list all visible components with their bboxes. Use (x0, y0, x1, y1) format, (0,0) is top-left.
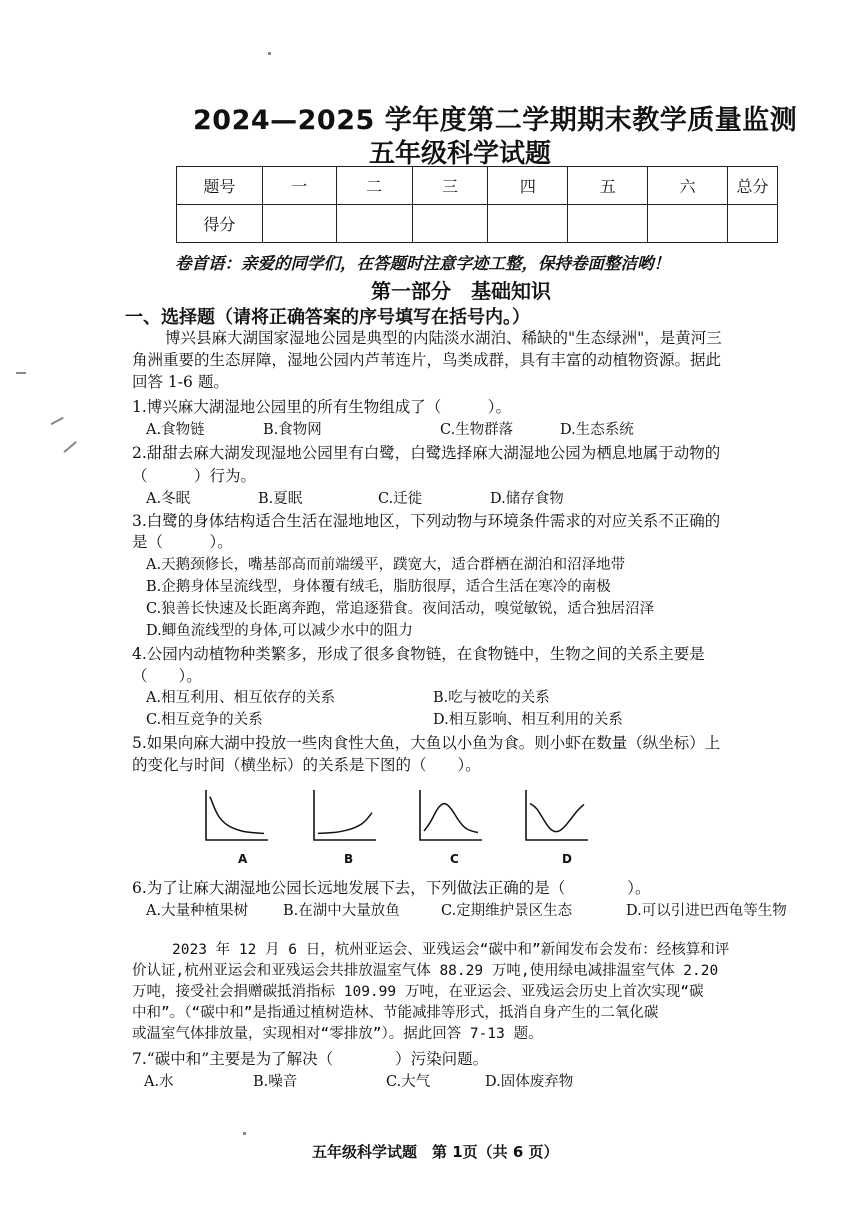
table-cell: 题号 (177, 167, 263, 205)
table-cell: 得分 (177, 205, 263, 243)
option-b[interactable]: B.夏眠 (258, 491, 303, 507)
passage-line: 万吨，接受社会捐赠碳抵消指标 109.99 万吨，在亚运会、亚残运会历史上首次实现“碳 (132, 984, 704, 1000)
option-d[interactable]: D.固体废弃物 (485, 1074, 574, 1090)
option-c[interactable]: C.生物群落 (440, 422, 514, 438)
motto: 卷首语：亲爱的同学们，在答题时注意字迹工整，保持卷面整洁哟！ (175, 254, 670, 273)
question-stem: 6.为了让麻大湖湿地公园长远地发展下去，下列做法正确的是（ ）。 (132, 879, 651, 897)
passage-line: 角洲重要的生态屏障，湿地公园内芦苇连片，鸟类成群，具有丰富的动植物资源。据此 (132, 351, 722, 369)
chart-d-axes (526, 790, 588, 840)
question-stem: 4.公园内动植物种类繁多，形成了很多食物链，在食物链中，生物之间的关系主要是 (132, 645, 705, 663)
chart-b-series-line (318, 813, 372, 834)
option-c[interactable]: C.迁徙 (378, 491, 423, 507)
scan-speck (268, 52, 271, 55)
question-stem: 3.白鹭的身体结构适合生活在湿地地区，下列动物与环境条件需求的对应关系不正确的 (132, 512, 721, 530)
option-b[interactable]: B.在湖中大量放鱼 (283, 903, 400, 919)
passage-line: 或温室气体排放量，实现相对“零排放”）。据此回答 7-13 题。 (132, 1026, 543, 1042)
question-stem: 5.如果向麻大湖中投放一些肉食性大鱼，大鱼以小鱼为食。则小虾在数量（纵坐标）上 (132, 734, 721, 752)
chart-a[interactable] (200, 786, 272, 846)
option-a[interactable]: A.相互利用、相互依存的关系 (146, 690, 336, 706)
score-input-cell[interactable] (488, 205, 568, 243)
exam-subtitle: 五年级科学试题 (369, 139, 552, 169)
chart-a-series-line (210, 797, 264, 834)
chart-d-label: D (562, 852, 572, 866)
chart-b[interactable] (308, 786, 380, 846)
table-cell: 总分 (728, 167, 778, 205)
question-stem: 2.甜甜去麻大湖发现湿地公园里有白鹭，白鹭选择麻大湖湿地公园为栖息地属于动物的 (132, 444, 721, 462)
score-input-cell[interactable] (262, 205, 336, 243)
exam-title: 2024—2025 学年度第二学期期末教学质量监测 (193, 105, 798, 136)
passage-line: 博兴县麻大湖国家湿地公园是典型的内陆淡水湖泊、稀缺的"生态绿洲"，是黄河三 (165, 329, 722, 347)
chart-d-series-line (530, 804, 584, 832)
score-input-cell[interactable] (336, 205, 412, 243)
option-a[interactable]: A.水 (144, 1074, 174, 1090)
passage-line: 中和”。（“碳中和”是指通过植树造林、节能减排等形式，抵消自身产生的二氧化碳 (132, 1005, 659, 1021)
option-b[interactable]: B.食物网 (263, 422, 322, 438)
question-stem-cont: 是（ ）。 (132, 533, 233, 551)
option-c[interactable]: C.大气 (386, 1074, 431, 1090)
passage-line: 回答 1-6 题。 (132, 373, 229, 391)
option-a[interactable]: A.冬眠 (146, 491, 191, 507)
option-d[interactable]: D.鲫鱼流线型的身体,可以减少水中的阻力 (146, 623, 413, 639)
score-input-cell[interactable] (412, 205, 488, 243)
option-b[interactable]: B.企鹅身体呈流线型，身体覆有绒毛，脂肪很厚，适合生活在寒冷的南极 (146, 579, 611, 595)
table-cell: 六 (648, 167, 728, 205)
score-input-cell[interactable] (728, 205, 778, 243)
option-a[interactable]: A.食物链 (146, 422, 205, 438)
chart-a-label: A (238, 852, 248, 866)
chart-b-label: B (344, 852, 354, 866)
passage-line: 价认证,杭州亚运会和亚残运会共排放温室气体 88.29 万吨,使用绿电减排温室气体 2.20 (132, 963, 719, 979)
scan-speck (16, 372, 26, 374)
option-c[interactable]: C.相互竞争的关系 (146, 712, 263, 728)
scan-speck (243, 1132, 246, 1135)
question-stem-cont: （ ）行为。 (132, 467, 257, 485)
table-cell: 三 (412, 167, 488, 205)
option-d[interactable]: D.相互影响、相互利用的关系 (433, 712, 623, 728)
section-title: 一、选择题（请将正确答案的序号填写在括号内。） (125, 307, 530, 328)
passage-line: 2023 年 12 月 6 日，杭州亚运会、亚残运会“碳中和”新闻发布会发布：经核算和评 (172, 942, 730, 958)
option-a[interactable]: A.大量种植果树 (146, 903, 249, 919)
score-table-score-row (177, 205, 778, 243)
chart-c[interactable] (414, 786, 486, 846)
table-cell: 一 (262, 167, 336, 205)
chart-c-label: C (450, 852, 459, 866)
option-d[interactable]: D.生态系统 (560, 422, 634, 438)
table-cell: 四 (488, 167, 568, 205)
table-cell: 二 (336, 167, 412, 205)
score-table (176, 166, 778, 243)
score-input-cell[interactable] (648, 205, 728, 243)
page-footer: 五年级科学试题 第 1页（共 6 页） (312, 1143, 559, 1161)
option-c[interactable]: C.定期维护景区生态 (441, 903, 573, 919)
option-b[interactable]: B.吃与被吃的关系 (433, 690, 550, 706)
option-c[interactable]: C.狼善长快速及长距离奔跑，常追逐猎食。夜间活动，嗅觉敏锐，适合独居沼泽 (146, 601, 655, 617)
option-a[interactable]: A.天鹅颈修长，嘴基部高而前端缓平，蹼宽大，适合群栖在湖泊和沼泽地带 (146, 557, 626, 573)
option-d[interactable]: D.可以引进巴西龟等生物 (626, 903, 787, 919)
question-stem: 1.博兴麻大湖湿地公园里的所有生物组成了（ ）。 (132, 398, 512, 416)
part-title: 第一部分 基础知识 (371, 279, 551, 303)
score-table-header-row (177, 167, 778, 205)
scan-speck (63, 441, 76, 452)
table-cell: 五 (568, 167, 648, 205)
chart-c-series-line (424, 804, 478, 833)
question-stem-cont: 的变化与时间（横坐标）的关系是下图的（ ）。 (132, 756, 481, 774)
option-b[interactable]: B.噪音 (253, 1074, 298, 1090)
option-d[interactable]: D.储存食物 (490, 491, 564, 507)
chart-c-axes (420, 790, 482, 840)
scan-speck (50, 417, 63, 425)
question-stem-cont: （ ）。 (132, 667, 202, 685)
chart-d[interactable] (520, 786, 592, 846)
question-stem: 7.“碳中和”主要是为了解决（ ）污染问题。 (132, 1050, 489, 1068)
score-input-cell[interactable] (568, 205, 648, 243)
